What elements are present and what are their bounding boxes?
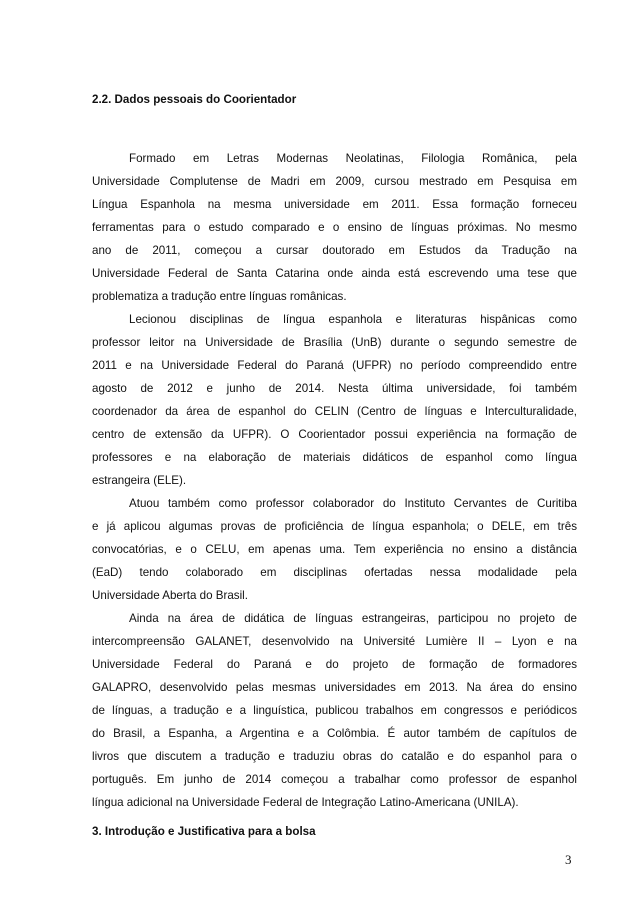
- text-line: Formado em Letras Modernas Neolatinas, Filologia Românica, pela: [129, 152, 577, 165]
- text-line: convocatórias, e o CELU, em apenas uma. Tem experiência no ensino a distância: [92, 543, 577, 556]
- text-line: 2011 e na Universidade Federal do Paraná (UFPR) no período compreendido entre: [92, 359, 577, 372]
- text-line: GALAPRO, desenvolvido pelas mesmas universidades em 2013. Na área do ensino: [92, 681, 577, 694]
- text-line: Atuou também como professor colaborador do Instituto Cervantes de Curitiba: [129, 497, 577, 510]
- text-line: Universidade Complutense de Madri em 2009, cursou mestrado em Pesquisa em: [92, 175, 577, 188]
- text-line: intercompreensão GALANET, desenvolvido na Université Lumière II – Lyon e na: [92, 635, 577, 648]
- text-line: Universidade Federal de Santa Catarina onde ainda está escrevendo uma tese que: [92, 267, 577, 280]
- text-line: Ainda na área de didática de línguas estrangeiras, participou no projeto de: [129, 612, 577, 625]
- text-line: Universidade Aberta do Brasil.: [92, 589, 248, 602]
- text-line: professores e na elaboração de materiais didáticos de espanhol como língua: [92, 451, 577, 464]
- text-line: agosto de 2012 e junho de 2014. Nesta última universidade, foi também: [92, 382, 577, 395]
- text-line: coordenador da área de espanhol do CELIN (Centro de línguas e Interculturalidade,: [92, 405, 577, 418]
- page-number: 3: [565, 852, 572, 867]
- text-line: ano de 2011, começou a cursar doutorado em Estudos da Tradução na: [92, 244, 577, 257]
- text-line: Lecionou disciplinas de língua espanhola e literaturas hispânicas como: [129, 313, 577, 326]
- text-line: estrangeira (ELE).: [92, 474, 187, 487]
- text-line: de línguas, a tradução e a linguística, publicou trabalhos em congressos e periódicos: [92, 704, 577, 717]
- text-line: centro de extensão da UFPR). O Coorientador possui experiência na formação de: [92, 428, 577, 441]
- text-line: livros que discutem a tradução e traduziu obras do catalão e do espanhol para o: [92, 750, 577, 763]
- text-line: português. Em junho de 2014 começou a trabalhar como professor de espanhol: [92, 773, 577, 786]
- text-line: Universidade Federal do Paraná e do projeto de formação de formadores: [92, 658, 577, 671]
- text-line: Língua Espanhola na mesma universidade em 2011. Essa formação forneceu: [92, 198, 577, 211]
- text-line: língua adicional na Universidade Federal de Integração Latino-Americana (UNILA).: [92, 796, 519, 809]
- text-line: ferramentas para o estudo comparado e o ensino de línguas próximas. No mesmo: [92, 221, 577, 234]
- text-line: do Brasil, a Espanha, a Argentina e a Colômbia. É autor também de capítulos de: [92, 727, 577, 740]
- text-line: (EaD) tendo colaborado em disciplinas ofertadas nessa modalidade pela: [92, 566, 577, 579]
- section-heading-introducao: 3. Introdução e Justificativa para a bolsa: [92, 825, 316, 838]
- text-line: professor leitor na Universidade de Brasília (UnB) durante o segundo semestre de: [92, 336, 577, 349]
- section-heading-dados-coorientador: 2.2. Dados pessoais do Coorientador: [92, 93, 297, 106]
- text-line: problematiza a tradução entre línguas românicas.: [92, 290, 347, 303]
- text-line: e já aplicou algumas provas de proficiência de língua espanhola; o DELE, em três: [92, 520, 577, 533]
